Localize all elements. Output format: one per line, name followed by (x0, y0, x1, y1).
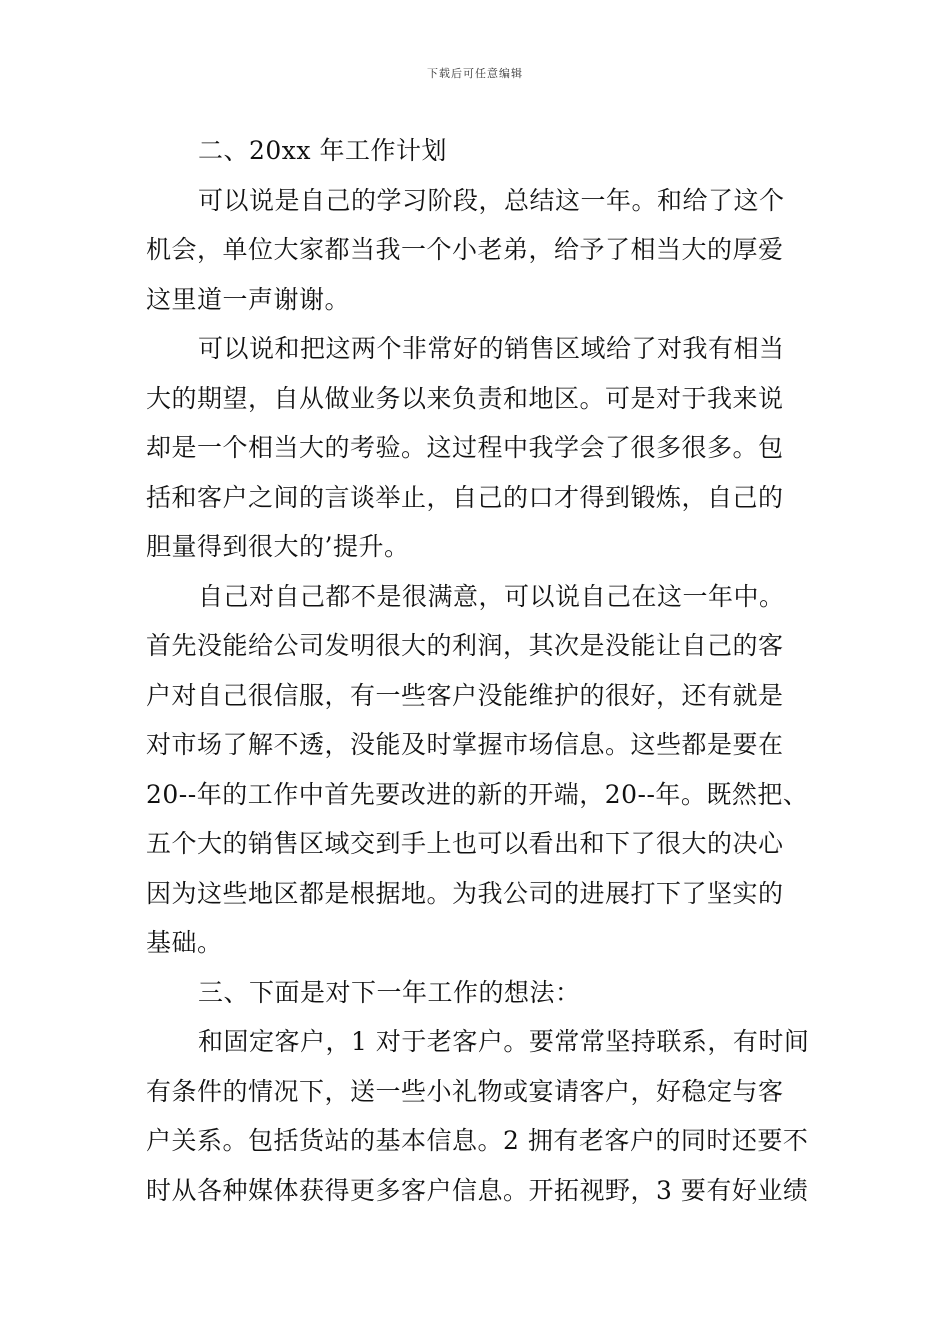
paragraph-line: 和固定客户，1 对于老客户。要常常坚持联系，有时间 (198, 1027, 810, 1056)
paragraph-line: 胆量得到很大的’提升。 (146, 532, 410, 561)
paragraph-line: 因为这些地区都是根据地。为我公司的进展打下了坚实的 (146, 878, 784, 908)
paragraph-line: 五个大的销售区域交到手上也可以看出和下了很大的决心 (146, 829, 784, 858)
document-body (146, 126, 811, 1215)
paragraph-line: 20--年的工作中首先要改进的新的开端，20--年。既然把、 (146, 779, 809, 809)
paragraph-line: 户对自己很信服，有一些客户没能维护的很好，还有就是 (146, 680, 784, 710)
paragraph-line: 首先没能给公司发明很大的利润，其次是没能让自己的客 (146, 631, 784, 660)
paragraph-line: 自己对自己都不是很满意，可以说自己在这一年中。 (198, 581, 785, 611)
section-heading-next-year: 三、下面是对下一年工作的想法： (198, 977, 581, 1007)
paragraph-line: 基础。 (146, 928, 223, 957)
paragraph-line: 这里道一声谢谢。 (146, 284, 351, 314)
paragraph-line: 机会，单位大家都当我一个小老弟，给予了相当大的厚爱 (146, 235, 784, 264)
paragraph-line: 可以说是自己的学习阶段，总结这一年。和给了这个 (198, 185, 785, 215)
section-heading-plan: 二、20xx 年工作计划 (198, 136, 447, 165)
paragraph-line: 有条件的情况下，送一些小礼物或宴请客户，好稳定与客 (146, 1076, 784, 1106)
header-note: 下载后可任意编辑 (427, 67, 523, 80)
paragraph-line: 却是一个相当大的考验。这过程中我学会了很多很多。包 (146, 433, 784, 462)
paragraph-line: 括和客户之间的言谈举止，自己的口才得到锻炼，自己的 (146, 482, 784, 512)
paragraph-line: 可以说和把这两个非常好的销售区域给了对我有相当 (198, 334, 785, 363)
paragraph-line: 大的期望，自从做业务以来负责和地区。可是对于我来说 (146, 383, 784, 413)
paragraph-line: 时从各种媒体获得更多客户信息。开拓视野，3 要有好业绩 (146, 1175, 809, 1205)
paragraph-line: 对市场了解不透，没能及时掌握市场信息。这些都是要在 (146, 730, 784, 759)
paragraph-line: 户关系。包括货站的基本信息。2 拥有老客户的同时还要不 (146, 1126, 809, 1155)
